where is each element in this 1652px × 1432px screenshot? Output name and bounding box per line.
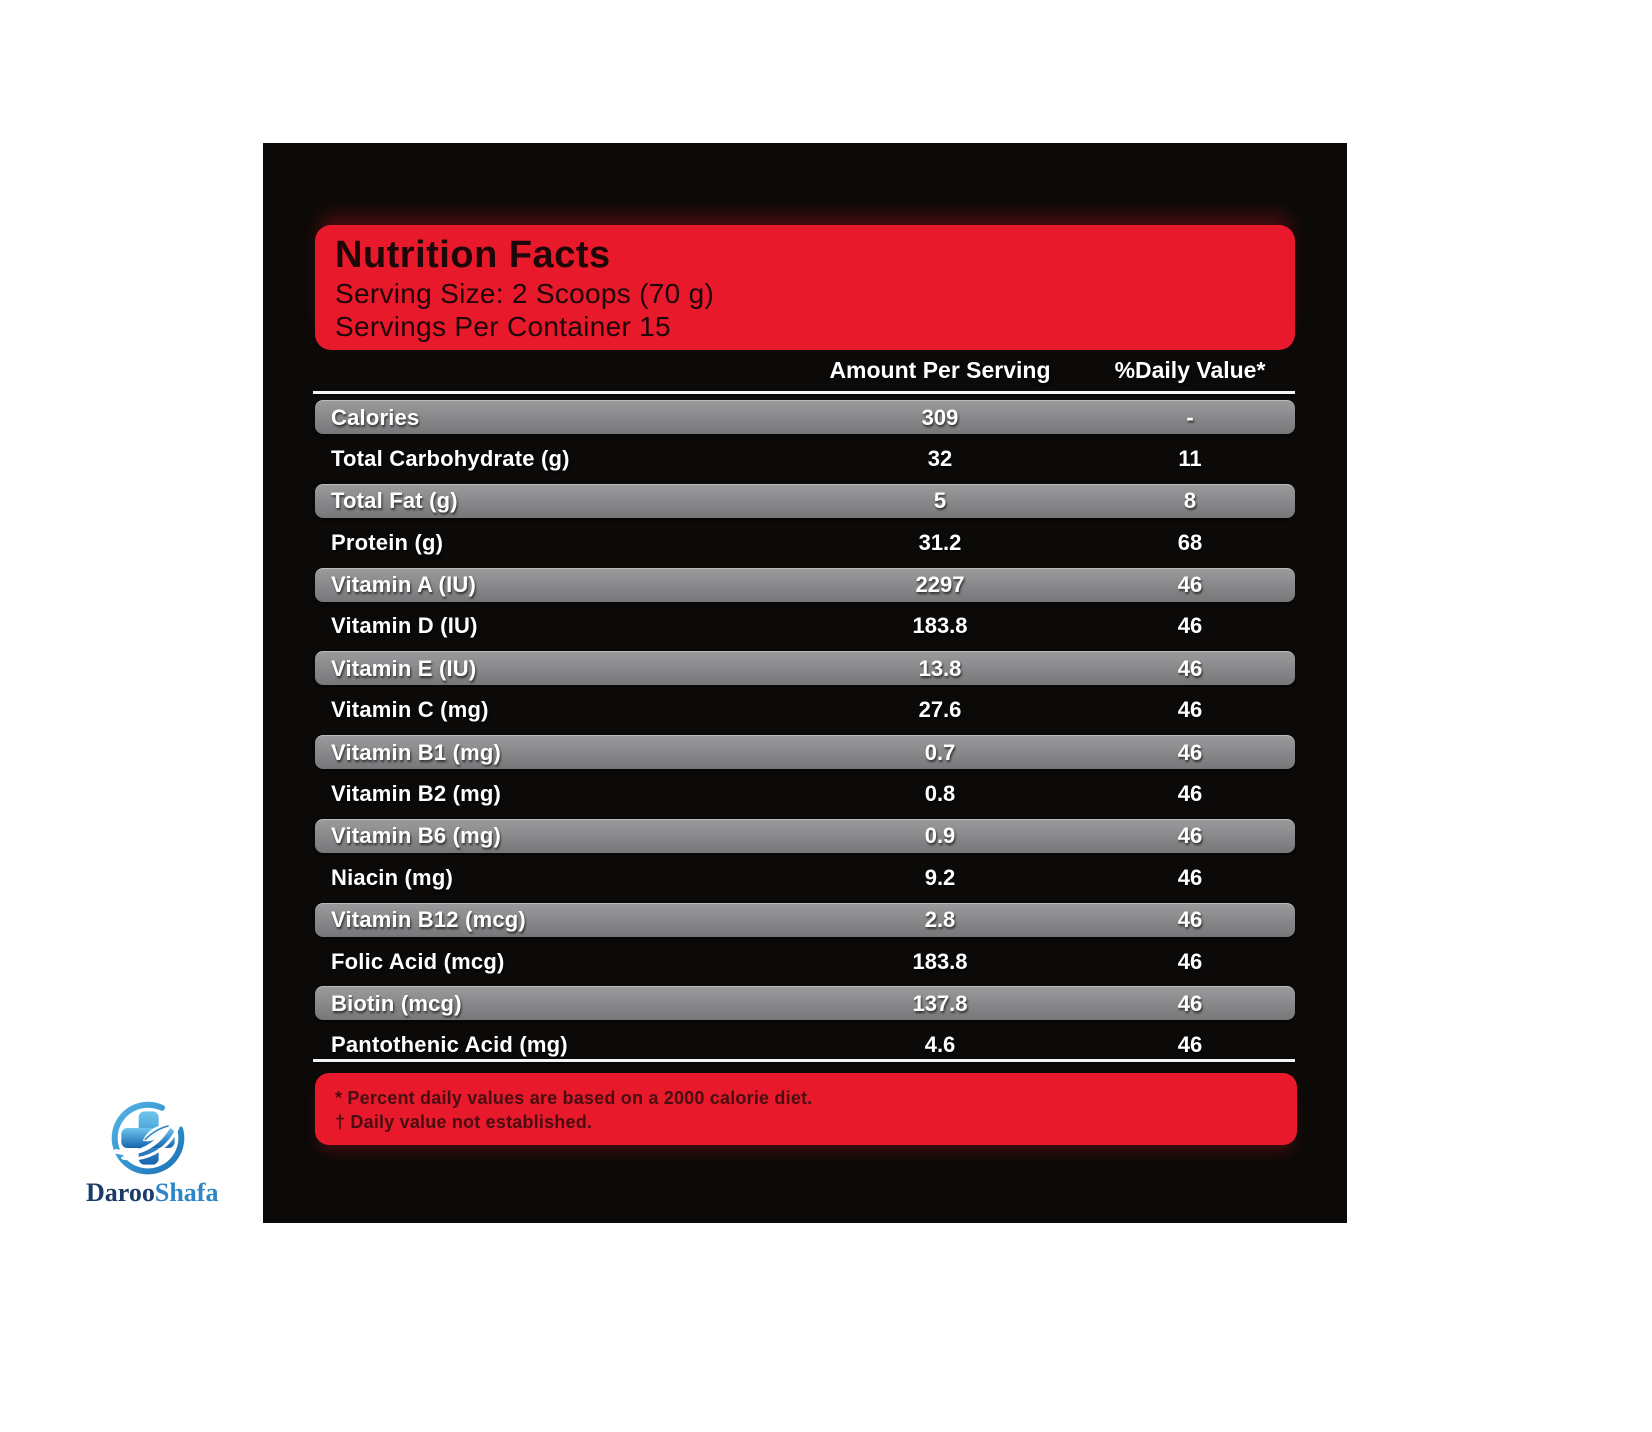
row-amount-value: 4.6 [924, 1032, 956, 1058]
row-daily-value: 46 [1177, 739, 1203, 765]
row-amount-value: 183.8 [912, 948, 968, 974]
row-label: Biotin (mcg) [331, 990, 462, 1016]
table-row [315, 735, 1295, 769]
row-label: Vitamin E (IU) [331, 655, 477, 681]
row-daily-value: 46 [1177, 613, 1203, 639]
table-row [315, 986, 1295, 1020]
row-daily-value: 46 [1177, 655, 1203, 681]
row-daily-value: - [1186, 404, 1194, 430]
table-column-headers [315, 349, 1295, 391]
row-daily-value: 68 [1177, 529, 1203, 555]
row-label: Folic Acid (mcg) [331, 948, 505, 974]
row-amount-value: 2297 [915, 572, 965, 598]
row-label: Pantothenic Acid (mg) [331, 1032, 568, 1058]
row-amount-value: 13.8 [918, 655, 962, 681]
row-amount-value: 0.7 [924, 739, 956, 765]
row-amount-value: 0.9 [924, 823, 956, 849]
row-amount-value: 9.2 [924, 864, 956, 890]
row-amount-value: 31.2 [918, 529, 962, 555]
row-label: Vitamin C (mg) [331, 697, 489, 723]
table-row [315, 610, 1295, 643]
row-daily-value: 11 [1178, 445, 1202, 471]
page-title: Nutrition Facts [335, 234, 611, 276]
logo-wordmark [86, 1178, 219, 1208]
footnotes-box [315, 1073, 1297, 1145]
header-separator-line [313, 391, 1295, 394]
row-label: Calories [331, 404, 420, 430]
medical-cross-logo-icon [108, 1098, 188, 1178]
table-row [315, 484, 1295, 518]
row-daily-value: 46 [1177, 1032, 1203, 1058]
servings-per-container-text: Servings Per Container 15 [335, 311, 671, 342]
row-label: Vitamin B12 (mcg) [331, 907, 526, 933]
table-row [315, 903, 1295, 937]
row-daily-value: 8 [1183, 488, 1197, 514]
row-amount-value: 27.6 [918, 697, 962, 723]
table-row [315, 819, 1295, 853]
table-row [315, 526, 1295, 559]
row-label: Vitamin B6 (mg) [331, 823, 502, 849]
logo-text-shafa: Shafa [154, 1178, 219, 1207]
row-daily-value: 46 [1177, 823, 1203, 849]
nutrition-label-panel [263, 143, 1347, 1223]
table-row [315, 442, 1295, 475]
row-label: Niacin (mg) [331, 864, 453, 890]
row-label: Vitamin B2 (mg) [331, 781, 502, 807]
row-label: Vitamin A (IU) [331, 572, 476, 598]
table-row [315, 861, 1295, 894]
table-row [315, 778, 1295, 811]
table-row [315, 651, 1295, 685]
row-daily-value: 46 [1177, 864, 1203, 890]
table-row [315, 694, 1295, 727]
serving-size-text: Serving Size: 2 Scoops (70 g) [335, 278, 715, 309]
table-row [315, 400, 1295, 434]
table-row [315, 945, 1295, 978]
row-daily-value: 46 [1177, 781, 1203, 807]
row-daily-value: 46 [1177, 907, 1203, 933]
row-daily-value: 46 [1177, 990, 1203, 1016]
row-label: Vitamin D (IU) [331, 613, 478, 639]
table-row [315, 1029, 1295, 1062]
footnote-daily-values: * Percent daily values are based on a 2000 calorie diet. [335, 1088, 813, 1108]
row-daily-value: 46 [1177, 948, 1203, 974]
row-amount-value: 0.8 [924, 781, 956, 807]
logo-text-daroo: Daroo [86, 1178, 155, 1207]
daroshafa-logo [86, 1098, 219, 1208]
row-amount-value: 137.8 [912, 990, 968, 1016]
row-amount-value: 32 [927, 445, 953, 471]
footnote-not-established: † Daily value not established. [335, 1112, 593, 1132]
row-label: Vitamin B1 (mg) [331, 739, 502, 765]
row-amount-value: 309 [921, 404, 959, 430]
row-label: Protein (g) [331, 529, 444, 555]
table-row [315, 568, 1295, 602]
row-amount-value: 2.8 [924, 907, 956, 933]
nutrition-table [315, 400, 1295, 1070]
footer-separator-line [313, 1059, 1295, 1062]
row-daily-value: 46 [1177, 697, 1203, 723]
row-amount-value: 183.8 [912, 613, 968, 639]
nutrition-header-box [315, 225, 1295, 350]
column-header-daily-value: %Daily Value* [1114, 356, 1266, 383]
row-daily-value: 46 [1177, 572, 1203, 598]
row-label: Total Fat (g) [331, 488, 458, 514]
row-amount-value: 5 [933, 488, 947, 514]
row-label: Total Carbohydrate (g) [331, 445, 570, 471]
column-header-amount: Amount Per Serving [829, 356, 1051, 383]
